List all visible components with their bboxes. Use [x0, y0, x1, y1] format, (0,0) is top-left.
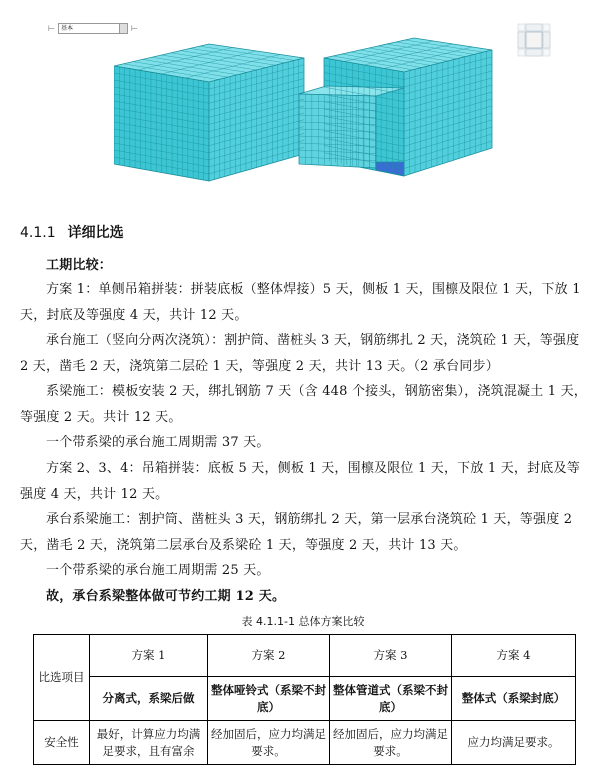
table-type-scheme-4: 整体式（系梁封底） — [452, 677, 576, 721]
model-viewport-image — [14, 8, 594, 208]
view-style-combo[interactable]: 基本 — [58, 23, 128, 34]
table-type-scheme-1: 分离式，系梁后做 — [90, 677, 208, 721]
section-title: 详细比选 — [67, 225, 124, 241]
toolbar-end-icon[interactable]: ⊢ — [130, 23, 138, 33]
table-cell: 最好，计算应力均满足要求，且有富余 — [90, 721, 208, 765]
view-cube-icon[interactable] — [517, 23, 551, 57]
table-header-scheme-4: 方案 4 — [452, 635, 576, 677]
table-caption: 表 4.1.1-1 总体方案比较 — [241, 615, 365, 628]
scheme-comparison-table — [33, 634, 576, 765]
paragraph-scheme234-box: 方案 2、3、4：吊箱拼装：底板 5 天，侧板 1 天，围檩及限位 1 天，下放 1 天，封底及等强度 4 天，共计 12 天。 — [20, 461, 580, 502]
table-row — [34, 721, 576, 765]
table-cell: 应力均满足要求。 — [452, 721, 576, 765]
table-type-scheme-2: 整体哑铃式（系梁不封底） — [208, 677, 330, 721]
section-number: 4.1.1 — [20, 225, 56, 241]
table-header-scheme-2: 方案 2 — [208, 635, 330, 677]
table-header-scheme-1: 方案 1 — [90, 635, 208, 677]
paragraph-scheme1-total: 一个带系梁的承台施工周期需 37 天。 — [46, 435, 270, 450]
paragraph-conclusion: 故，承台系梁整体做可节约工期 12 天。 — [46, 589, 286, 604]
paragraph-scheme234-cap: 承台系梁施工：割护筒、凿桩头 3 天，钢筋绑扎 2 天，第一层承台浇筑砼 1 天，等强度 2 天，凿毛 2 天，浇筑第二层承台及系梁砼 1 天，等强度 2 天，共计 13 天。 — [20, 512, 573, 553]
paragraph-scheme1-box: 方案 1：单侧吊箱拼装：拼装底板（整体焊接）5 天，侧板 1 天，围檩及限位 1 天，下放 1 天，封底及等强度 4 天，共计 12 天。 — [20, 282, 581, 323]
table-type-scheme-3: 整体管道式（系梁不封底） — [330, 677, 452, 721]
cofferdam-structure-model — [114, 36, 494, 184]
table-corner-cell: 比选项目 — [34, 635, 90, 721]
table-cell: 经加固后，应力均满足要求。 — [330, 721, 452, 765]
toolbar-handle-icon[interactable]: ⊢ — [48, 23, 55, 33]
table-cell: 经加固后，应力均满足要求。 — [208, 721, 330, 765]
table-row-label: 安全性 — [34, 721, 90, 765]
paragraph-scheme1-cap: 承台施工（竖向分两次浇筑）：割护筒、凿桩头 3 天，钢筋绑扎 2 天，浇筑砼 1 天，等强度 2 天，凿毛 2 天，浇筑第二层砼 1 天，等强度 2 天，共计 13 天。（2 承台同步） — [20, 333, 580, 374]
paragraph-scheme234-total: 一个带系梁的承台施工周期需 25 天。 — [46, 563, 270, 578]
paragraph-scheme1-beam: 系梁施工：模板安装 2 天，绑扎钢筋 7 天（含 448 个接头，钢筋密集），浇筑混凝土 1 天，等强度 2 天。共计 12 天。 — [20, 384, 587, 425]
table-header-row — [34, 635, 576, 677]
paragraph-schedule-heading: 工期比较： — [46, 258, 113, 273]
table-header-scheme-3: 方案 3 — [330, 635, 452, 677]
section-heading — [20, 222, 124, 242]
table-type-row — [34, 677, 576, 721]
viewport-toolbar — [48, 22, 138, 34]
